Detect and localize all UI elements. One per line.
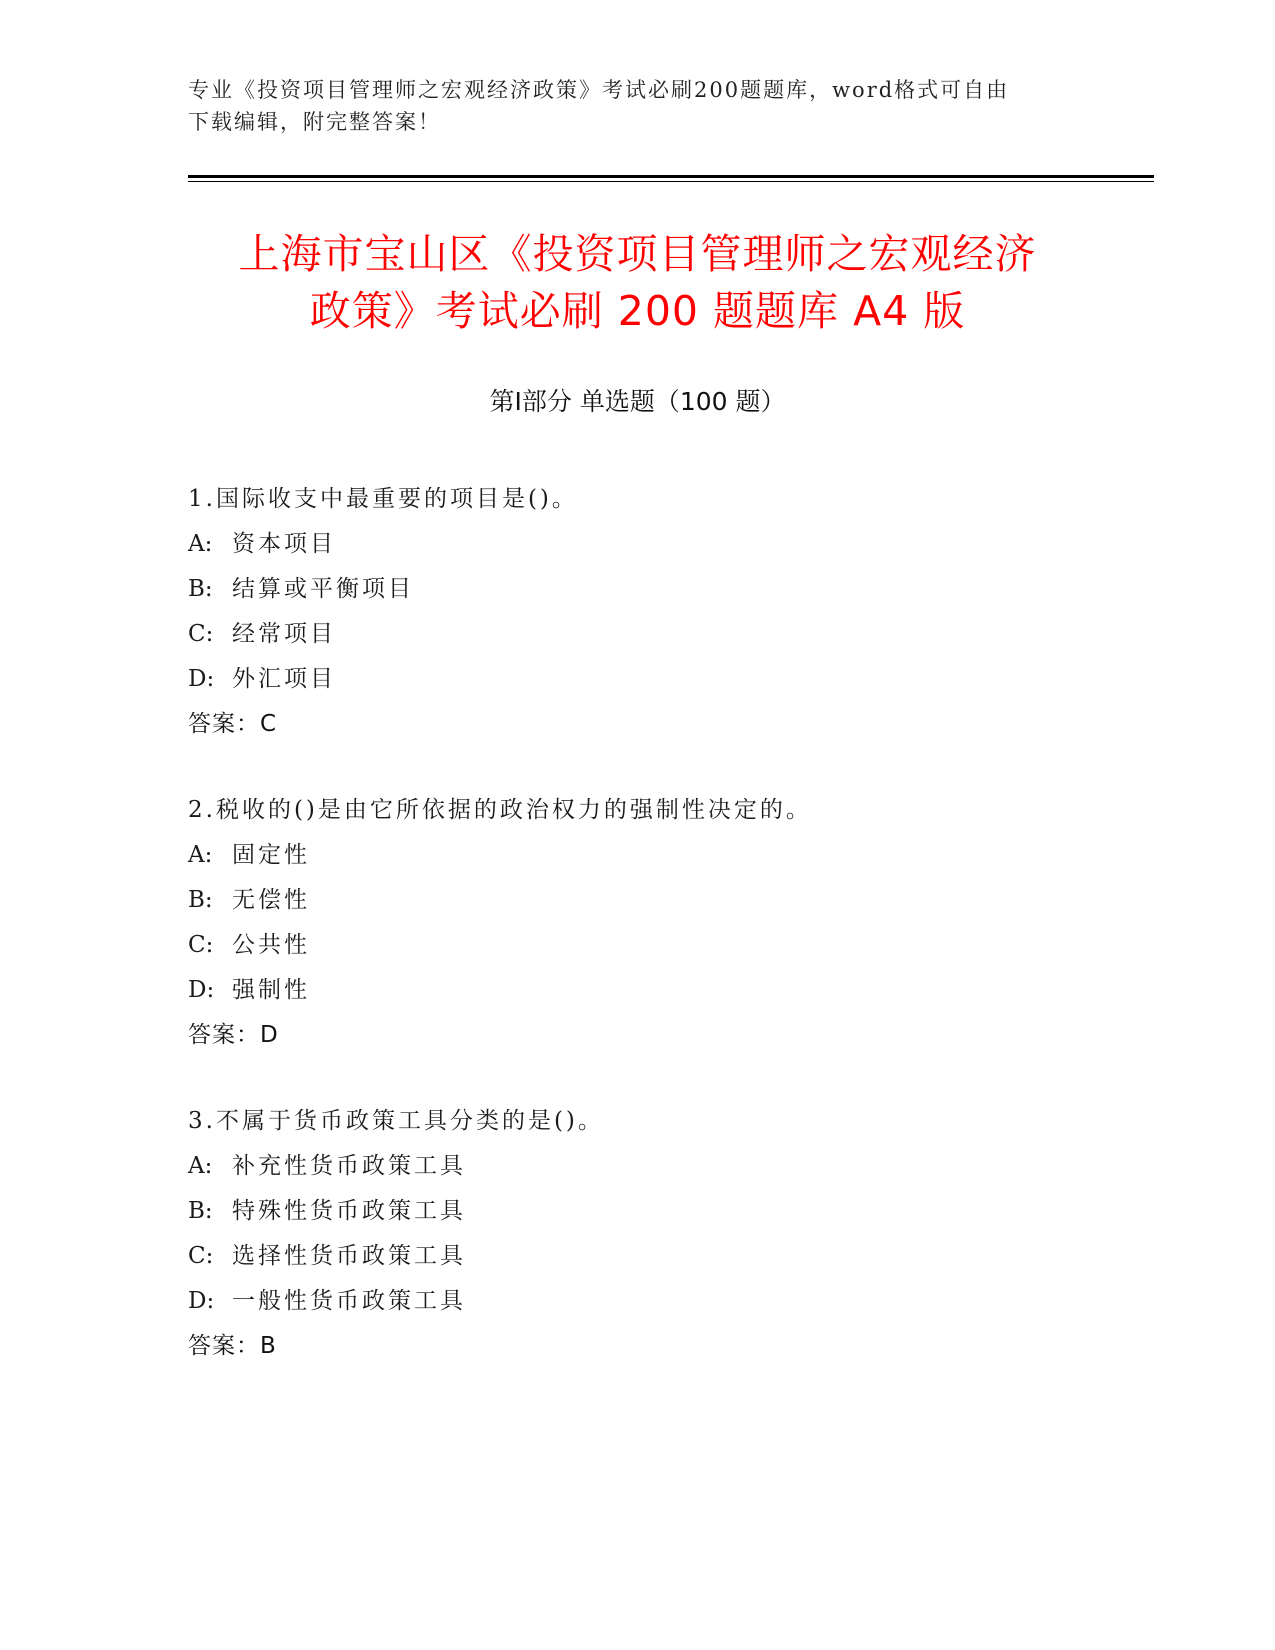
- answer-line: 答案：D: [188, 1022, 279, 1048]
- option-letter: B:: [188, 1198, 213, 1224]
- option-text: 补充性货币政策工具: [232, 1153, 466, 1179]
- option-letter: B:: [188, 887, 213, 913]
- option-letter: D:: [188, 977, 215, 1003]
- option-b: [188, 1189, 1148, 1234]
- option-b: [188, 878, 1148, 923]
- option-letter: B:: [188, 576, 213, 602]
- document-title-line-2: 政策》考试必刷 200 题题库 A4 版: [309, 287, 966, 335]
- question-stem: 1.国际收支中最重要的项目是()。: [188, 486, 578, 512]
- header-note-line-2: 下载编辑，附完整答案！: [188, 110, 441, 134]
- question-2: [188, 788, 1148, 1058]
- answer-line: 答案：B: [188, 1333, 277, 1359]
- option-letter: A:: [188, 531, 213, 557]
- option-letter: D:: [188, 666, 215, 692]
- option-letter: A:: [188, 842, 213, 868]
- question-3: [188, 1099, 1148, 1369]
- option-d: [188, 1279, 1148, 1324]
- option-a: [188, 522, 1148, 567]
- header-rule-thin: [188, 181, 1154, 182]
- answer-line: 答案：C: [188, 711, 278, 737]
- option-text: 结算或平衡项目: [232, 576, 414, 602]
- option-letter: C:: [188, 932, 214, 958]
- header-note-line-1: 专业《投资项目管理师之宏观经济政策》考试必刷200题题库，word格式可自由: [188, 78, 1010, 102]
- header-note: [188, 74, 1088, 138]
- option-text: 强制性: [232, 977, 310, 1003]
- option-text: 资本项目: [232, 531, 336, 557]
- document-title-line-1: 上海市宝山区《投资项目管理师之宏观经济: [238, 230, 1037, 278]
- section-title: 第Ⅰ部分 单选题（100 题）: [489, 387, 786, 416]
- option-letter: C:: [188, 1243, 214, 1269]
- option-text: 公共性: [232, 932, 310, 958]
- option-letter: A:: [188, 1153, 213, 1179]
- option-text: 外汇项目: [232, 666, 336, 692]
- option-text: 特殊性货币政策工具: [232, 1198, 466, 1224]
- option-d: [188, 657, 1148, 702]
- question-stem: 3.不属于货币政策工具分类的是()。: [188, 1108, 604, 1134]
- option-letter: D:: [188, 1288, 215, 1314]
- option-c: [188, 1234, 1148, 1279]
- option-letter: C:: [188, 621, 214, 647]
- document-title: [150, 226, 1125, 340]
- option-c: [188, 923, 1148, 968]
- option-a: [188, 1144, 1148, 1189]
- option-text: 固定性: [232, 842, 310, 868]
- question-1: [188, 477, 1148, 747]
- option-text: 无偿性: [232, 887, 310, 913]
- header-rule-thick: [188, 175, 1154, 178]
- option-a: [188, 833, 1148, 878]
- option-b: [188, 567, 1148, 612]
- option-text: 经常项目: [232, 621, 336, 647]
- question-stem: 2.税收的()是由它所依据的政治权力的强制性决定的。: [188, 797, 812, 823]
- question-list: [188, 477, 1148, 1369]
- option-text: 选择性货币政策工具: [232, 1243, 466, 1269]
- option-c: [188, 612, 1148, 657]
- option-d: [188, 968, 1148, 1013]
- option-text: 一般性货币政策工具: [232, 1288, 466, 1314]
